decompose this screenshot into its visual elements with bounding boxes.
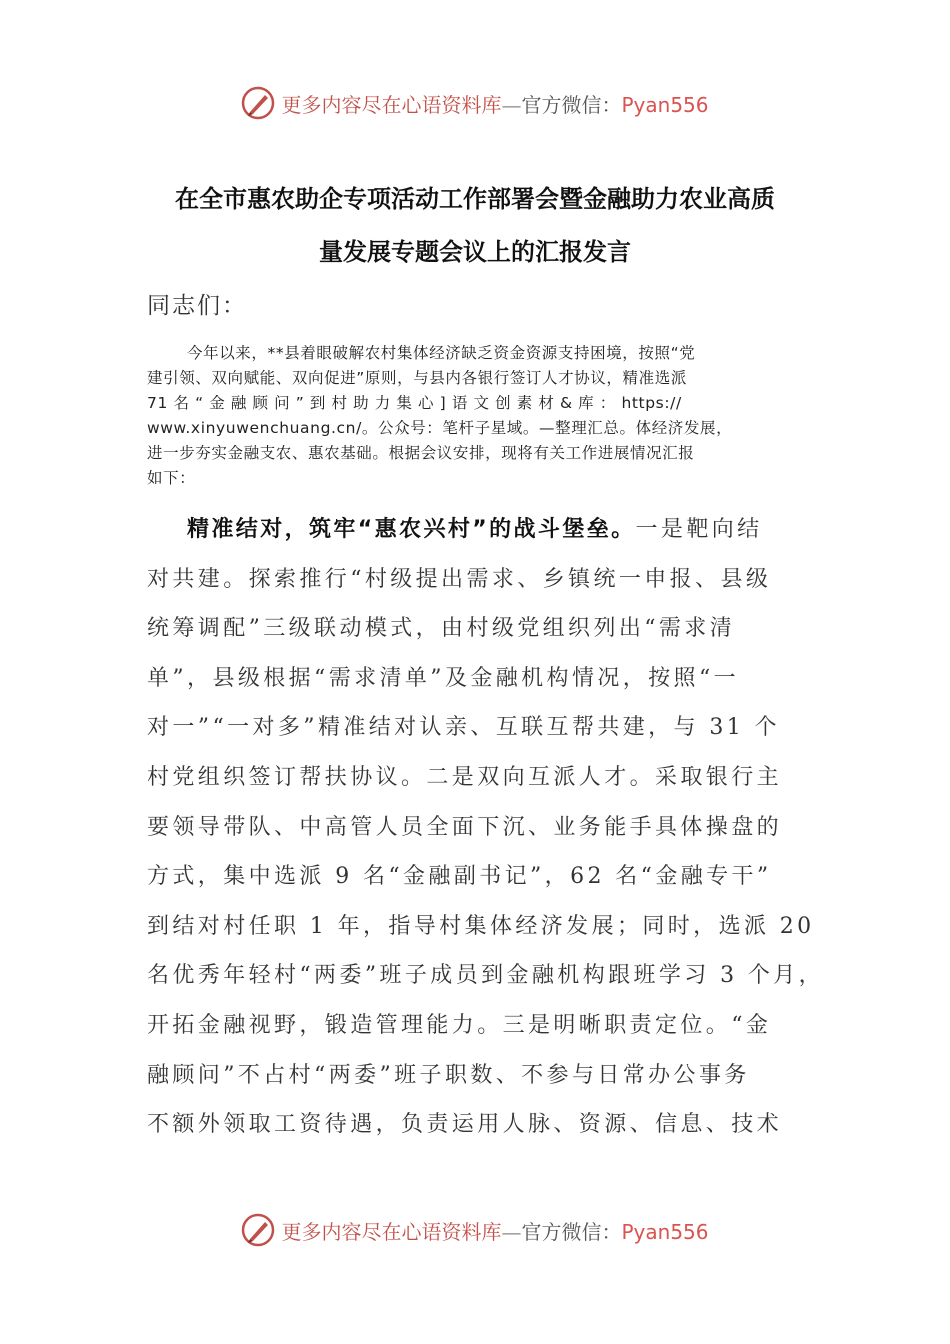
footer-banner (0, 1210, 950, 1250)
body-line: 村党组织签订帮扶协议。二是双向互派人才。采取银行主 (147, 764, 783, 790)
banner-wechat-id: Pyan556 (621, 92, 709, 117)
body-line: 开拓金融视野，锻造管理能力。三是明晰职责定位。“金 (147, 1012, 772, 1038)
salutation: 同志们： (147, 293, 247, 319)
banner-dash: — (501, 1219, 522, 1244)
body-line: 到结对村任职 1 年，指导村集体经济发展；同时，选派 20 (147, 913, 815, 939)
banner-text (281, 1216, 708, 1245)
banner-prefix: 更多内容尽在心语资料库 (281, 92, 502, 117)
body-line: 统筹调配”三级联动模式，由村级党组织列出“需求清 (147, 616, 736, 642)
body-paragraph (147, 505, 825, 1150)
pen-logo-icon (241, 86, 275, 120)
banner-suffix: 官方微信： (521, 1219, 622, 1244)
title-line-1: 在全市惠农助企专项活动工作部署会暨金融助力农业高质 (175, 185, 775, 213)
banner-text (281, 89, 708, 118)
intro-line: 71 名 “ 金 融 顾 问 ” 到 村 助 力 集 心 ] 语 文 创 素 材 & 库 ： https:// (147, 394, 682, 412)
body-line: 要领导带队、中高管人员全面下沉、业务能手具体操盘的 (147, 814, 783, 840)
header-banner (0, 83, 950, 123)
intro-line: 今年以来，**县着眼破解农村集体经济缺乏资金资源支持困境，按照“党 (187, 344, 696, 362)
banner-prefix: 更多内容尽在心语资料库 (281, 1219, 502, 1244)
body-line (147, 505, 812, 555)
body-line: 名优秀年轻村“两委”班子成员到金融机构跟班学习 3 个月， (147, 963, 825, 989)
intro-line: 进一步夯实金融支农、惠农基础。根据会议安排，现将有关工作进展情况汇报 (147, 444, 695, 462)
document-title (140, 173, 810, 279)
banner-dash: — (501, 92, 522, 117)
intro-line: 如下： (147, 469, 196, 487)
intro-line: 建引领、双向赋能、双向促进”原则，与县内各银行签订人才协议，精准选派 (147, 369, 687, 387)
body-first-tail: 一是靶向结 (635, 517, 763, 542)
section-heading: 精准结对，筑牢“惠农兴村”的战斗堡垒。 (187, 517, 636, 542)
body-line: 单”，县级根据“需求清单”及金融机构情况，按照“一 (147, 665, 739, 691)
banner-wechat-id: Pyan556 (621, 1219, 709, 1244)
body-line: 方式，集中选派 9 名“金融副书记”，62 名“金融专干” (147, 864, 772, 890)
intro-line: www.xinyuwenchuang.cn/。公众号：笔杆子星域。—整理汇总。体经济发展， (147, 419, 733, 437)
pen-logo-icon (241, 1213, 275, 1247)
body-line: 对一”“一对多”精准结对认亲、互联互帮共建，与 31 个 (147, 715, 780, 741)
body-line: 不额外领取工资待遇，负责运用人脉、资源、信息、技术 (147, 1112, 783, 1138)
intro-paragraph (147, 341, 807, 491)
body-line: 对共建。探索推行“村级提出需求、乡镇统一申报、县级 (147, 566, 772, 592)
banner-suffix: 官方微信： (521, 92, 622, 117)
title-line-2: 量发展专题会议上的汇报发言 (319, 238, 631, 266)
body-line: 融顾问”不占村“两委”班子职数、不参与日常办公事务 (147, 1062, 750, 1088)
